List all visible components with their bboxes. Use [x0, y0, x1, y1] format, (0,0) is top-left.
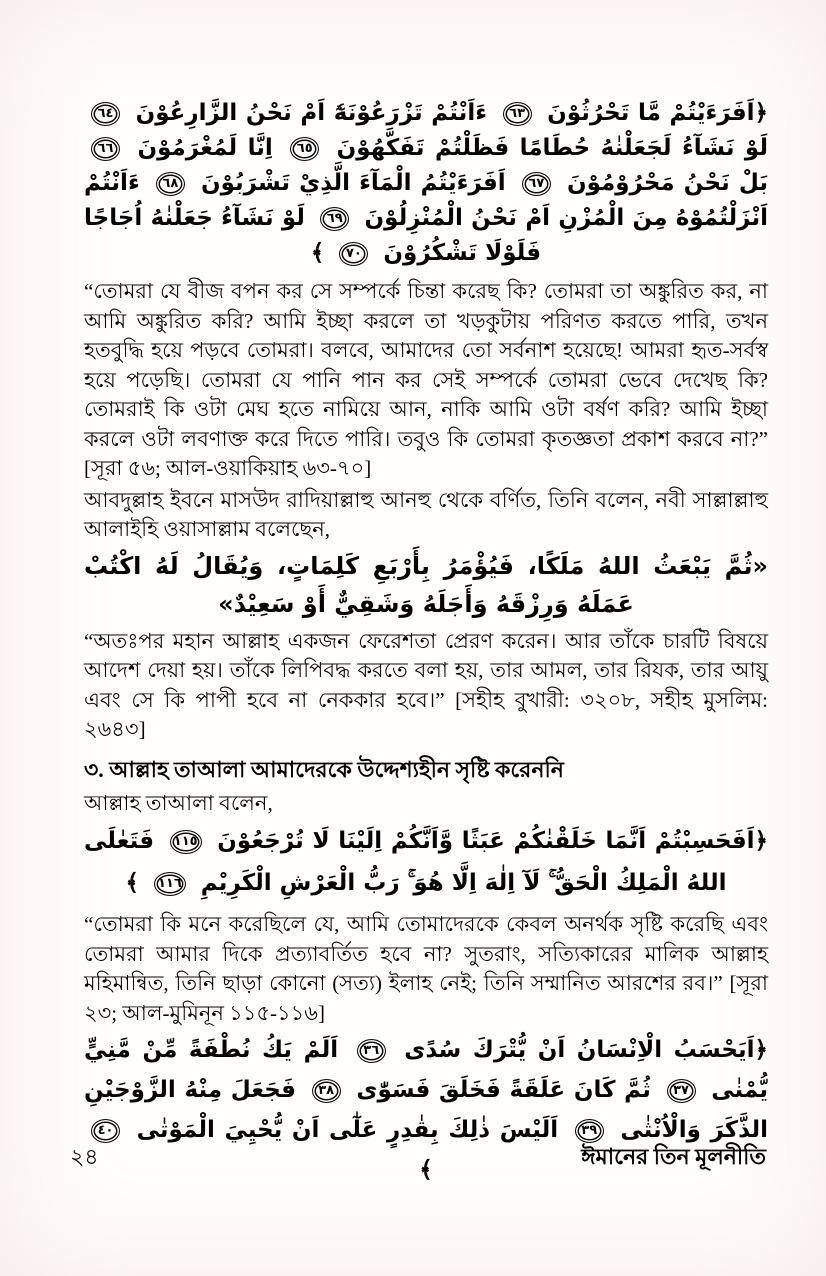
ayah-end-marker: ٣٨ [312, 1079, 341, 1103]
arabic-text-run: بَلْ نَحْنُ مَحْرُوْمُوْنَ [557, 170, 769, 196]
hadith-translation: “অতঃপর মহান আল্লাহ একজন ফেরেশতা প্রেরণ করেন। আর তাঁকে চারটি বিষয়ে আদেশ দেয়া হয়। তাঁকে লিপিবদ্ধ করতে বলা হয়, তার আমল, তার রিযক, তার আয়ু এবং সে কি পাপী হবে না নেককার হবে।” [সহীহ বুখারী: ৩২০৮, সহীহ মুসলিম: ২৬৪৩] [84, 628, 768, 741]
ayah-end-marker: ٦٦ [91, 137, 120, 161]
section-lead-in: আল্লাহ তাআলা বলেন, [84, 790, 273, 815]
arabic-text-run: اَفَرَءَيْتُمُ الْمَآءَ الَّذِيْ تَشْرَبُوْنَ [191, 170, 506, 196]
ayah-end-marker: ٦٨ [156, 172, 185, 196]
arabic-text-run: ثُمَّ كَانَ عَلَقَةً فَخَلَقَ فَسَوّٰى [347, 1077, 651, 1103]
arabic-text-run: ءَاَنْتُمْ تَزْرَعُوْنَهٗٓ اَمْ نَحْنُ الزَّارِعُوْنَ [127, 100, 487, 126]
book-title: ঈমানের তিন মূলনীতি [581, 1144, 766, 1169]
ayah-end-marker: ٦٥ [290, 137, 319, 161]
arabic-text-run: ﴿اَيَحْسَبُ الْاِنْسَانُ اَنْ يُّتْرَكَ سُدًى [392, 1037, 768, 1063]
hadith-narration-intro: আবদুল্লাহ ইবনে মাসউদ রাদিয়াল্লাহু আনহু থেকে বর্ণিত, তিনি বলেন, নবী সাল্লাল্লাহু আলাইহি ওয়াসাল্লাম বলেছেন, [84, 487, 768, 541]
arabic-text-run: ﴾ [310, 240, 325, 266]
arabic-text-run: اِنَّا لَمُغْرَمُوْنَ [127, 135, 273, 161]
arabic-text-run: لَوْ نَشَآءُ لَجَعَلْنٰهُ حُطَامًا فَظَلْتُمْ تَفَكَّهُوْنَ [326, 135, 768, 161]
ayah-end-marker: ٤٠ [91, 1119, 120, 1143]
arabic-text-run: ﴿اَفَحَسِبْتُمْ اَنَّمَا خَلَقْنٰكُمْ عَبَثًا وَّاَنَّكُمْ اِلَيْنَا لَا تُرْجَعُوْنَ [208, 828, 768, 854]
arabic-text-run: ءَاَنْتُمْ اَنْزَلْتُمُوْهُ مِنَ الْمُزْنِ اَمْ نَحْنُ الْمُنْزِلُوْنَ [84, 170, 768, 231]
page-content [84, 96, 768, 1196]
arabic-text-run: ﴾ [125, 870, 139, 896]
translation-al-waqiah: “তোমরা যে বীজ বপন কর সে সম্পর্কে চিন্তা করেছ কি? তোমরা তা অঙ্কুরিত কর, না আমি অঙ্কুরিত করি? আমি ইচ্ছা করলে তা খড়কুটায় পরিণত করতে পারি, তখন হতবুদ্ধি হয়ে পড়বে তোমরা। বলবে, আমাদের তো সর্বনাশ হয়েছে! আমরা হৃত-সর্বস্ব হয়ে পড়েছি। তোমরা যে পানি পান কর সেই সম্পর্কে তোমরা ভেবে দেখেছ কি? তোমরাই কি ওটা মেঘ হতে নামিয়ে আন, নাকি আমি ওটা বর্ষণ করি? আমি ইচ্ছা করলে ওটা লবণাক্ত করে দিতে পারি। তবুও কি তোমরা কৃতজ্ঞতা প্রকাশ করবে না?” [সূরা ৫৬; আল-ওয়াকিয়াহ ৬৩-৭০] [84, 279, 768, 480]
page-footer [70, 1140, 766, 1177]
arabic-text-run: اَلَيْسَ ذٰلِكَ بِقٰدِرٍ عَلٰٓى اَنْ يُّحْيِيَ الْمَوْتٰى [127, 1117, 559, 1143]
ayah-end-marker: ١١٦ [154, 872, 186, 896]
ayah-end-marker: ٧٠ [339, 242, 368, 266]
quran-arabic-al-muminun-115-116 [84, 820, 768, 904]
arabic-text-run: ﴾ [419, 1157, 433, 1183]
ayah-end-marker: ٣٩ [575, 1119, 604, 1143]
ayah-end-marker: ٦٩ [320, 207, 349, 231]
arabic-text-run: لَوْ نَشَآءُ جَعَلْنٰهُ اُجَاجًا فَلَوْلَا تَشْكُرُوْنَ [84, 205, 542, 266]
ayah-end-marker: ٦٣ [503, 102, 532, 126]
ayah-end-marker: ٦٧ [522, 172, 551, 196]
quran-arabic-al-waqiah-63-70 [84, 96, 768, 271]
arabic-text-run: «ثُمَّ يَبْعَثُ اللهُ مَلَكًا، فَيُؤْمَرُ بِأَرْبَعِ كَلِمَاتٍ، وَيُقَالُ لَهُ اكْتُبْ عَمَلَهُ وَرِزْقَهُ وَأَجَلَهُ وَشَقِيٌّ أَوْ سَعِيْدٌ» [84, 551, 768, 618]
ayah-end-marker: ٣٧ [667, 1079, 696, 1103]
ayah-end-marker: ٣٦ [357, 1039, 386, 1063]
arabic-text-run: فَجَعَلَ مِنْهُ الزَّوْجَيْنِ الذَّكَرَ وَالْاُنْثٰى [84, 1077, 768, 1143]
ayah-end-marker: ٦٤ [91, 102, 120, 126]
arabic-text-run: ﴿اَفَرَءَيْتُمْ مَّا تَحْرُثُوْنَ [538, 100, 769, 126]
hadith-arabic-text [84, 547, 768, 623]
arabic-text-run: فَتَعٰلَى اللهُ الْمَلِكُ الْحَقُّ ۚ لَآ اِلٰهَ اِلَّا هُوَ ۚ رَبُّ الْعَرْشِ الْكَرِيْمِ [84, 828, 727, 896]
translation-al-muminun: “তোমরা কি মনে করেছিলে যে, আমি তোমাদেরকে কেবল অনর্থক সৃষ্টি করেছি এবং তোমরা আমার দিকে প্রত্যাবর্তিত হবে না? সুতরাং, সত্যিকারের মালিক আল্লাহ মহিমান্বিত, তিনি ছাড়া কোনো (সত্য) ইলাহ নেই; তিনি সম্মানিত আরশের রব।” [সূরা ২৩; আল-মুমিনূন ১১৫-১১৬] [84, 912, 768, 1025]
ayah-end-marker: ١١٥ [170, 830, 202, 854]
page-number: ২৪ [70, 1144, 99, 1169]
section-heading-3: ৩. আল্লাহ তাআলা আমাদেরকে উদ্দেশ্যহীন সৃষ্টি করেননি [84, 756, 564, 782]
arabic-text-run: اَلَمْ يَكُ نُطْفَةً مِّنْ مَّنِيٍّ يُّمْنٰى [84, 1037, 768, 1103]
